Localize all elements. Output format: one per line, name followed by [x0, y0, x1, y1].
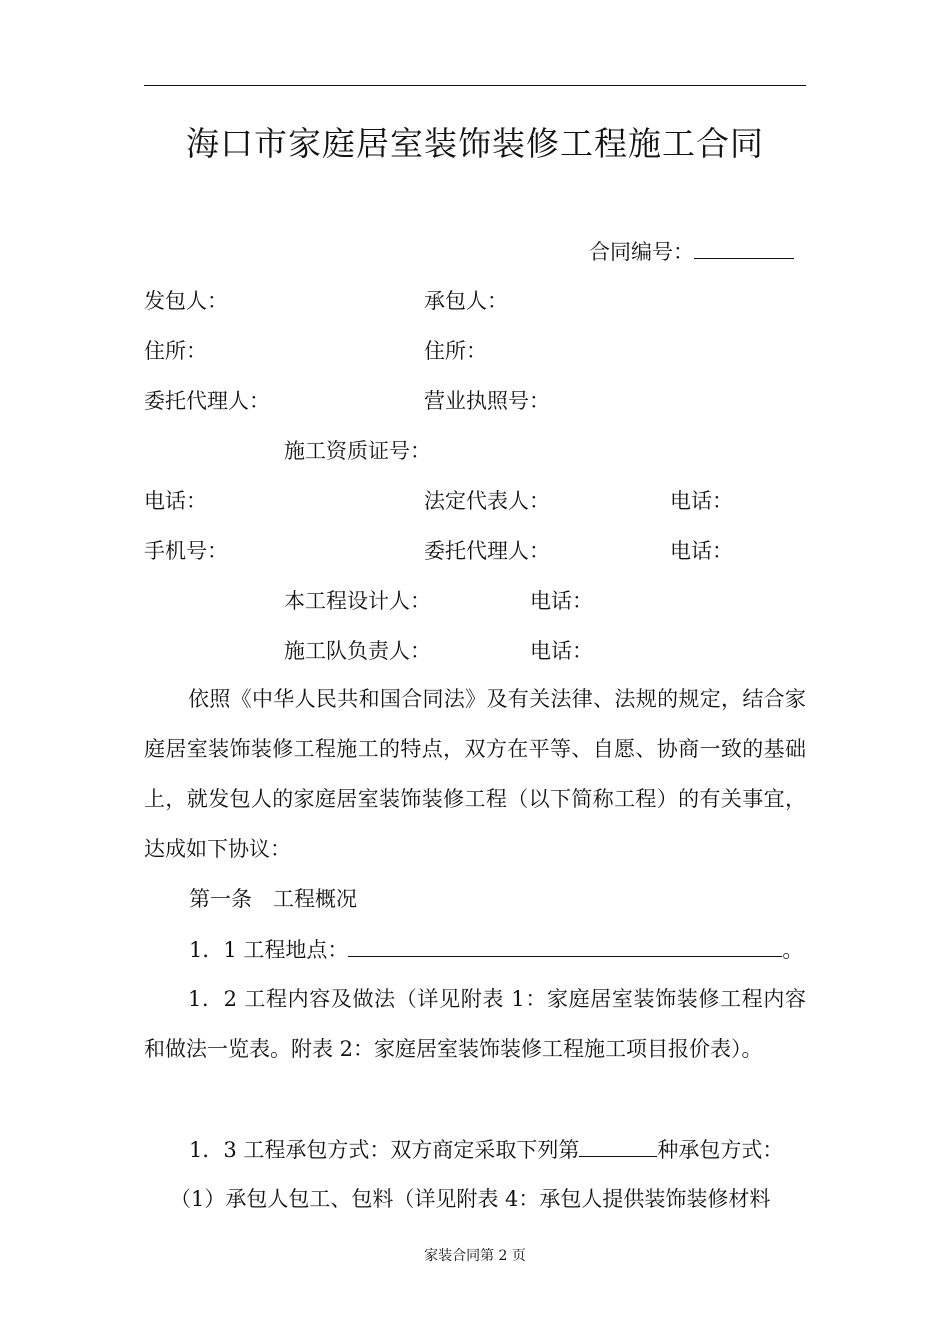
item-1-3	[189, 1136, 783, 1164]
address-left-label: 住所：	[144, 339, 207, 363]
item-1-1-label: 1．1 工程地点：	[189, 938, 349, 962]
phone-right-label-1: 电话：	[670, 489, 733, 513]
contract-mode-blank[interactable]	[579, 1136, 657, 1157]
team-leader-label: 施工队负责人：	[284, 639, 431, 663]
mobile-label: 手机号：	[144, 539, 228, 563]
intro-paragraph: 依照《中华人民共和国合同法》及有关法律、法规的规定，结合家庭居室装饰装修工程施工的特点，双方在平等、自愿、协商一致的基础上，就发包人的家庭居室装饰装修工程（以下简称工程）的有关事宜，达成如下协议：	[144, 687, 806, 861]
item-1-3-option-1: （1）承包人包工、包料（详见附表 4：承包人提供装饰装修材料	[170, 1187, 771, 1211]
contract-number-label: 合同编号：	[589, 240, 694, 264]
item-1-3-label-b: 种承包方式：	[657, 1138, 784, 1162]
contract-number	[589, 238, 794, 266]
legal-rep-label: 法定代表人：	[424, 489, 550, 513]
team-leader-phone-label: 电话：	[530, 639, 593, 663]
item-1-1	[189, 936, 803, 964]
contract-number-blank[interactable]	[694, 238, 794, 259]
fabao-label: 发包人：	[144, 289, 228, 313]
designer-label: 本工程设计人：	[284, 589, 431, 613]
phone-left-label: 电话：	[144, 489, 207, 513]
agent-left-label: 委托代理人：	[144, 389, 270, 413]
designer-phone-label: 电话：	[530, 589, 593, 613]
address-right-label: 住所：	[424, 339, 487, 363]
license-label: 营业执照号：	[424, 389, 550, 413]
page-footer: 家装合同第 2 页	[424, 1248, 526, 1264]
header-rule	[144, 85, 806, 86]
item-1-1-end: 。	[782, 938, 804, 962]
phone-right-label-2: 电话：	[670, 539, 733, 563]
item-1-3-label-a: 1．3 工程承包方式：双方商定采取下列第	[189, 1138, 580, 1162]
article-1-heading: 第一条 工程概况	[189, 887, 357, 911]
item-1-2: 1．2 工程内容及做法（详见附表 1：家庭居室装饰装修工程内容和做法一览表。附表 2：家庭居室装饰装修工程施工项目报价表）。	[144, 987, 806, 1061]
site-address-blank[interactable]	[348, 936, 782, 957]
qualification-label: 施工资质证号：	[284, 439, 431, 463]
agent-right-label: 委托代理人：	[424, 539, 550, 563]
chengbao-label: 承包人：	[424, 289, 508, 313]
document-title: 海口市家庭居室装饰装修工程施工合同	[186, 124, 764, 163]
